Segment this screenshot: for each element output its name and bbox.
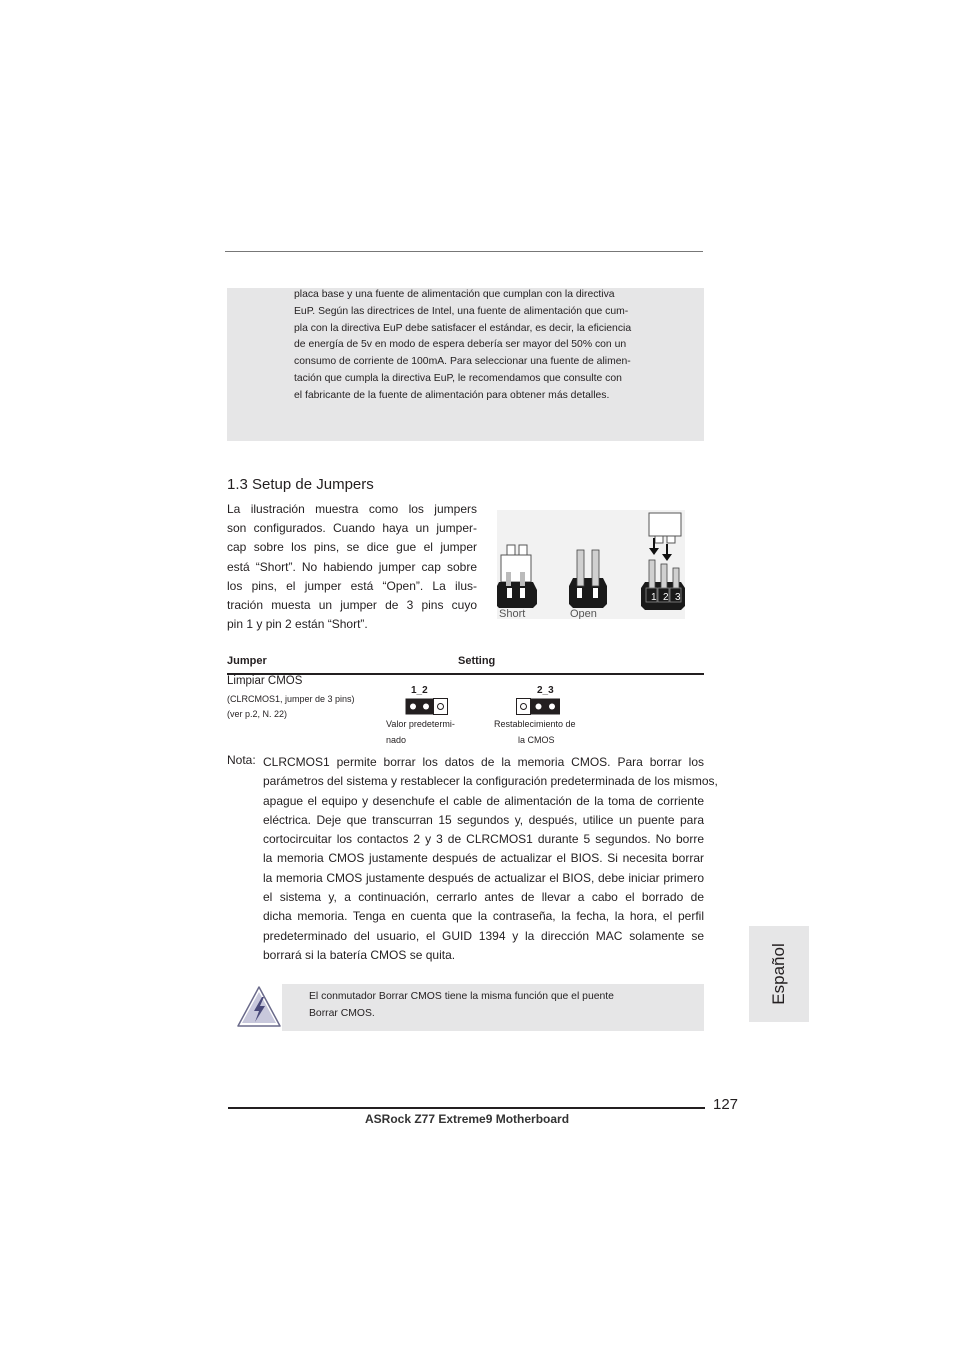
short-label: Short: [499, 608, 526, 619]
row-jumper-detail: (CLRCMOS1, jumper de 3 pins): [227, 694, 355, 704]
nota-line: dicha memoria. Tenga en cuenta que la contraseña, la fecha, la hora, el perfil: [263, 909, 704, 924]
caution-line: Borrar CMOS.: [309, 1008, 375, 1019]
three-pin-jumper: [641, 513, 685, 610]
setting-caption: nado: [386, 735, 407, 745]
pin-number: 1: [651, 592, 657, 603]
section-title: 1.3 Setup de Jumpers: [227, 476, 374, 493]
intro-line: La ilustración muestra como los jumpers: [227, 502, 477, 516]
top-rule: [225, 251, 703, 252]
jumper-2-3-diagram: [516, 698, 561, 715]
note-line: consumo de corriente de 100mA. Para seleccionar una fuente de alimen-: [294, 356, 631, 368]
note-text: [294, 287, 664, 405]
nota-line: eléctrica. Deje que transcurran 15 segundos y, después, utilice un puente para: [263, 812, 704, 827]
footer-rule: [228, 1107, 705, 1109]
note-line: el fabricante de la fuente de alimentación para obtener más detalles.: [294, 389, 610, 401]
pin-number: 3: [675, 592, 681, 603]
setting-caption: la CMOS: [518, 735, 555, 745]
note-line: tación que cumpla la directiva EuP, le recomendamos que consulte con: [294, 372, 622, 384]
nota-line: el sistema y, a continuación, cerrarlo antes de llevar a cabo el borrado de: [263, 890, 704, 905]
page-number: 127: [713, 1096, 739, 1113]
column-header-setting: Setting: [458, 655, 496, 667]
intro-line: cap sobre los pins, se dice gue el jumper: [227, 540, 477, 555]
intro-line: está “Short”. No habiendo jumper cap sobre: [227, 559, 477, 574]
nota-line: la memoria CMOS justamente después de actualizar el BIOS. Si necesita borrar: [263, 851, 704, 866]
caution-text: [309, 988, 614, 1022]
setting-caption: Restablecimiento de: [494, 719, 576, 729]
intro-line: tración muesta un jumper de 3 pins cuyo: [227, 598, 477, 613]
caution-line: El conmutador Borrar CMOS tiene la misma función que el puente: [309, 991, 614, 1002]
nota-line: apague el equipo y desenchufe el cable de alimentación de la toma de corriente: [263, 793, 704, 808]
open-jumper: [569, 550, 607, 608]
nota-line: parámetros del sistema y restablecer la configuración predeterminada de los mismos,: [263, 774, 718, 789]
intro-paragraph: [227, 500, 477, 634]
language-label: Español: [769, 943, 788, 1005]
nota-line: CLRCMOS1 permite borrar los datos de la memoria CMOS. Para borrar los: [263, 755, 704, 769]
jumper-illustration: [497, 510, 685, 619]
intro-line: los pins, el jumper está “Open”. La ilus-: [227, 578, 477, 593]
nota-line: cortocircuitar los contactos 2 y 3 de CLRCMOS1 durante 5 segundos. No borre: [263, 832, 704, 847]
nota-line: predeterminado del usuario, el GUID 1394 y la dirección MAC solamente se: [263, 928, 704, 943]
row-jumper-detail: (ver p.2, N. 22): [227, 709, 288, 719]
pin-number: 2: [663, 592, 669, 603]
footer-title: ASRock Z77 Extreme9 Motherboard: [365, 1112, 570, 1126]
short-jumper: [497, 545, 537, 608]
nota-body: [263, 753, 718, 965]
note-line: placa base y una fuente de alimentación que cumplan con la directiva: [294, 289, 615, 300]
note-line: pla con la directiva EuP debe satisfacer el estándar, es decir, la eficiencia: [294, 322, 632, 334]
column-header-jumper: Jumper: [227, 655, 267, 667]
language-side-tab: [749, 926, 809, 1022]
jumper-1-2-diagram: [405, 698, 449, 715]
intro-line: pin 1 y pin 2 están “Short”.: [227, 617, 368, 632]
note-line: EuP. Según las directrices de Intel, una fuente de alimentación que cum-: [294, 305, 629, 317]
row-jumper-name: Limpiar CMOS: [227, 675, 303, 687]
jumper-illustration-svg: [497, 510, 685, 619]
nota-line: borrará si la batería CMOS se quita.: [263, 947, 456, 962]
intro-line: son configurados. Cuando haya un jumper-: [227, 521, 477, 536]
nota-label: Nota:: [227, 753, 256, 767]
warning-triangle-icon: [236, 984, 282, 1030]
nota-line: la memoria CMOS justamente después de actualizar el BIOS, debe iniciar primero: [263, 870, 704, 885]
open-label: Open: [570, 608, 597, 619]
note-line: de energía de 5v en modo de espera debería ser mayor del 50% con un: [294, 339, 627, 351]
setting-pins-label: 1_2: [411, 685, 428, 696]
setting-pins-label: 2_3: [537, 685, 554, 696]
setting-caption: Valor predetermi-: [386, 719, 455, 729]
